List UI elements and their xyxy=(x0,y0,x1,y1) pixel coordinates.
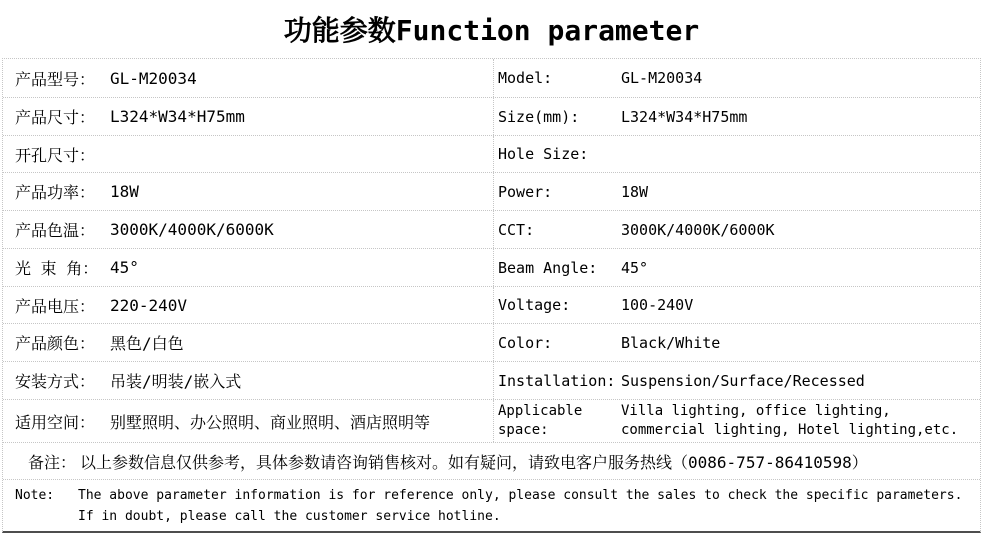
cell-en-model xyxy=(493,59,980,97)
cell-cn-voltage xyxy=(3,287,493,323)
cn-label: 产品尺寸： xyxy=(15,108,96,127)
cn-label: 产品颜色： xyxy=(15,334,96,353)
spec-table xyxy=(2,58,981,533)
en-value: 100-240V xyxy=(621,296,694,314)
cn-value: 黑色/白色 xyxy=(110,334,184,353)
cn-value: 别墅照明、办公照明、商业照明、酒店照明等 xyxy=(110,412,431,432)
en-label: Hole Size: xyxy=(498,145,589,163)
remark-cn-text: 以上参数信息仅供参考，具体参数请咨询销售核对。如有疑问，请致电客户服务热线（0086-757-86410598） xyxy=(80,452,868,472)
en-value: 18W xyxy=(621,182,649,201)
cn-label: 光 束 角： xyxy=(15,259,99,278)
cell-en-applicable-space xyxy=(493,400,980,442)
table-row-beam-angle xyxy=(3,249,980,287)
cell-en-beam-angle xyxy=(493,249,980,286)
cell-cn-applicable-space xyxy=(3,400,493,442)
en-label: Size(mm): xyxy=(498,107,580,126)
en-value: Black/White xyxy=(621,333,721,352)
cn-value: GL-M20034 xyxy=(110,68,197,88)
cn-value: L324*W34*H75mm xyxy=(110,107,245,126)
table-row-hole-size xyxy=(3,136,980,173)
table-row-voltage xyxy=(3,287,980,324)
remark-row-en xyxy=(3,480,980,531)
en-value: Villa lighting, office lighting, commercial lighting, Hotel lighting,etc. xyxy=(621,403,959,438)
cell-cn-color xyxy=(3,324,493,361)
table-row-size xyxy=(3,98,980,136)
en-value: Suspension/Surface/Recessed xyxy=(621,371,865,390)
cell-cn-hole-size xyxy=(3,136,493,172)
en-value: 3000K/4000K/6000K xyxy=(621,220,775,239)
table-row-cct xyxy=(3,211,980,249)
cn-label: 产品电压： xyxy=(15,296,96,316)
table-row-power xyxy=(3,173,980,211)
table-row-model xyxy=(3,59,980,98)
cn-value: 45° xyxy=(110,258,139,277)
cell-en-cct xyxy=(493,211,980,248)
note-line-1: The above parameter information is for reference only, please consult the sales to check the specific parameters. xyxy=(78,487,963,503)
cell-cn-cct xyxy=(3,211,493,248)
en-value: 45° xyxy=(621,258,649,277)
table-row-installation xyxy=(3,362,980,400)
note-block xyxy=(15,485,962,527)
page-title: 功能参数Function parameter xyxy=(283,14,700,47)
en-label: Installation: xyxy=(498,371,616,390)
en-value: GL-M20034 xyxy=(621,69,703,87)
cn-label: 产品功率： xyxy=(15,183,96,202)
remark-cn-label: 备注： xyxy=(28,452,77,472)
cn-value: 吊装/明装/嵌入式 xyxy=(110,372,242,391)
cell-cn-power xyxy=(3,173,493,210)
remark-row-cn xyxy=(3,443,980,480)
note-text xyxy=(78,485,962,527)
cell-en-installation xyxy=(493,362,980,399)
cell-cn-installation xyxy=(3,362,493,399)
en-label: Color: xyxy=(498,333,553,352)
cell-en-power xyxy=(493,173,980,210)
cn-label: 适用空间： xyxy=(15,412,96,432)
cell-en-hole-size xyxy=(493,136,980,172)
en-label: Applicable space: xyxy=(498,403,583,438)
note-label: Note: xyxy=(15,487,55,503)
cn-label: 开孔尺寸： xyxy=(15,145,96,165)
table-row-applicable-space xyxy=(3,400,980,443)
table-row-color xyxy=(3,324,980,362)
cell-en-size xyxy=(493,98,980,135)
cell-en-voltage xyxy=(493,287,980,323)
en-label: Beam Angle: xyxy=(498,258,598,277)
cn-label: 安装方式： xyxy=(15,372,96,391)
cn-value: 220-240V xyxy=(110,295,188,315)
en-label: Voltage: xyxy=(498,296,571,314)
cell-cn-beam-angle xyxy=(3,249,493,286)
cn-value: 3000K/4000K/6000K xyxy=(110,220,274,239)
cn-label: 产品色温： xyxy=(15,221,96,240)
en-label: CCT: xyxy=(498,220,535,239)
cn-value: 18W xyxy=(110,182,139,201)
cn-label: 产品型号： xyxy=(15,69,96,89)
note-line-2: If in doubt, please call the customer service hotline. xyxy=(78,508,501,524)
cell-cn-size xyxy=(3,98,493,135)
en-label: Power: xyxy=(498,182,553,201)
en-value: L324*W34*H75mm xyxy=(621,107,748,126)
cell-en-color xyxy=(493,324,980,361)
en-label: Model: xyxy=(498,69,553,87)
title-bar xyxy=(0,0,983,58)
cell-cn-model xyxy=(3,59,493,97)
